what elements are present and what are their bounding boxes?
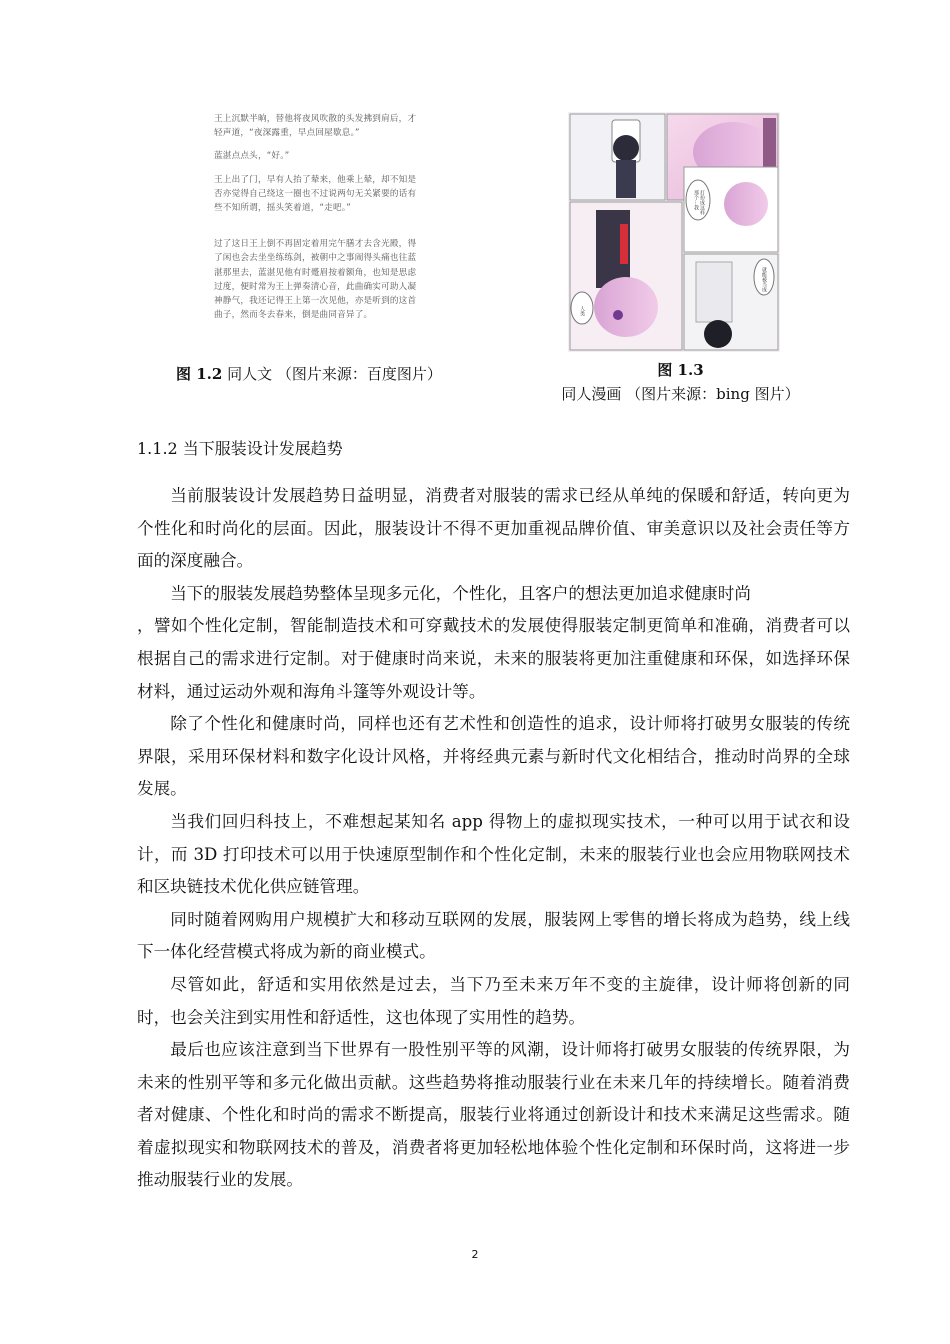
body-paragraph: 当我们回归科技上，不难想起某知名 app 得物上的虚拟现实技术，一种可以用于试衣和设计，而 3D 打印技术可以用于快速原型制作和个性化定制，未来的服装行业也会应用物联网技术和区块链技术优化供应链管理。 xyxy=(137,811,850,897)
comic-speech-text: 打扮成这样 xyxy=(699,190,705,215)
body-paragraph: 当前服装设计发展趋势日益明显，消费者对服装的需求已经从单纯的保暖和舒适，转向更为个性化和时尚化的层面。因此，服装设计不得不更加重视品牌价值、审美意识以及社会责任等方面的深度融合。 xyxy=(137,486,850,571)
caption-number: 图 1.2 xyxy=(176,365,223,383)
fanfic-paragraph: 王上沉默半晌，替他将夜风吹散的头发拂到肩后，才轻声道，“夜深露重，早点回屋歇息。” xyxy=(214,114,417,139)
caption-text: 同人文 （图片来源：百度图片） xyxy=(227,365,442,383)
caption-text: 同人漫画 （图片来源：bing 图片） xyxy=(561,385,800,403)
fanfic-paragraph: 过了这日王上倒不再固定着用完午膳才去含光殿，得了闲也会去坐坐练练剑，被朝中之事闹得头痛也往蓝湛那里去，蓝湛见他有时蹙眉按着额角，也知是思虑过度，便时常为王上弹奏清心音，此曲确实可助人凝神静气，我还记得王上第一次见他，亦是听到的这首曲子，然而冬去春来，倒是曲同音异了。 xyxy=(214,239,417,321)
comic-speech-text: 就能被当成 xyxy=(761,267,767,292)
figure-1-2-caption xyxy=(176,362,442,386)
fanfic-paragraph: 蓝湛点点头，“好。” xyxy=(214,151,290,162)
page-number: 2 xyxy=(471,1248,479,1261)
caption-number: 图 1.3 xyxy=(657,361,704,379)
comic-speech-text: 那个…我 xyxy=(693,190,699,210)
body-paragraph: 最后也应该注意到当下世界有一股性别平等的风潮，设计师将打破男女服装的传统界限，为未来的性别平等和多元化做出贡献。这些趋势将推动服装行业在未来几年的持续增长。随着消费者对健康、个性化和时尚的需求不断提高，服装行业将通过创新设计和技术来满足这些需求。随着虚拟现实和物联网技术的普及，消费者将更加轻松地体验个性化定制和环保时尚，这将进一步推动服装行业的发展。 xyxy=(137,1040,850,1190)
body-paragraph: 当下的服装发展趋势整体呈现多元化，个性化，且客户的想法更加追求健康时尚 xyxy=(170,583,751,603)
body-paragraph: 尽管如此，舒适和实用依然是过去，当下乃至未来万年不变的主旋律，设计师将创新的同时，也会关注到实用性和舒适性，这也体现了实用性的趋势。 xyxy=(137,974,850,1027)
body-paragraph: 除了个性化和健康时尚，同样也还有艺术性和创造性的追求，设计师将打破男女服装的传统界限，采用环保材料和数字化设计风格，并将经典元素与新时代文化相结合，推动时尚界的全球发展。 xyxy=(137,714,850,799)
body-paragraph: ，譬如个性化定制，智能制造技术和可穿戴技术的发展使得服装定制更简单和准确，消费者可以根据自己的需求进行定制。对于健康时尚来说，未来的服装将更加注重健康和环保，如选择环保材料，通过运动外观和海角斗篷等外观设计等。 xyxy=(137,616,850,701)
body-paragraph: 同时随着网购用户规模扩大和移动互联网的发展，服装网上零售的增长将成为趋势，线上线下一体化经营模式将成为新的商业模式。 xyxy=(137,909,850,962)
figure-1-3-caption xyxy=(538,358,823,406)
section-body xyxy=(137,480,850,1197)
fanfic-paragraph: 王上出了门，早有人抬了辇来，他乘上辇，却不知是否亦觉得自己绕这一圈也不过说两句无关紧要的话有些不知所谓，摇头笑着道，“走吧。” xyxy=(214,174,417,214)
comic-speech-text: 人类 xyxy=(579,306,585,316)
figure-comic-image xyxy=(568,112,780,352)
section-heading: 1.1.2 当下服装设计发展趋势 xyxy=(137,439,343,458)
figure-fanfic-text-image xyxy=(214,112,424,350)
